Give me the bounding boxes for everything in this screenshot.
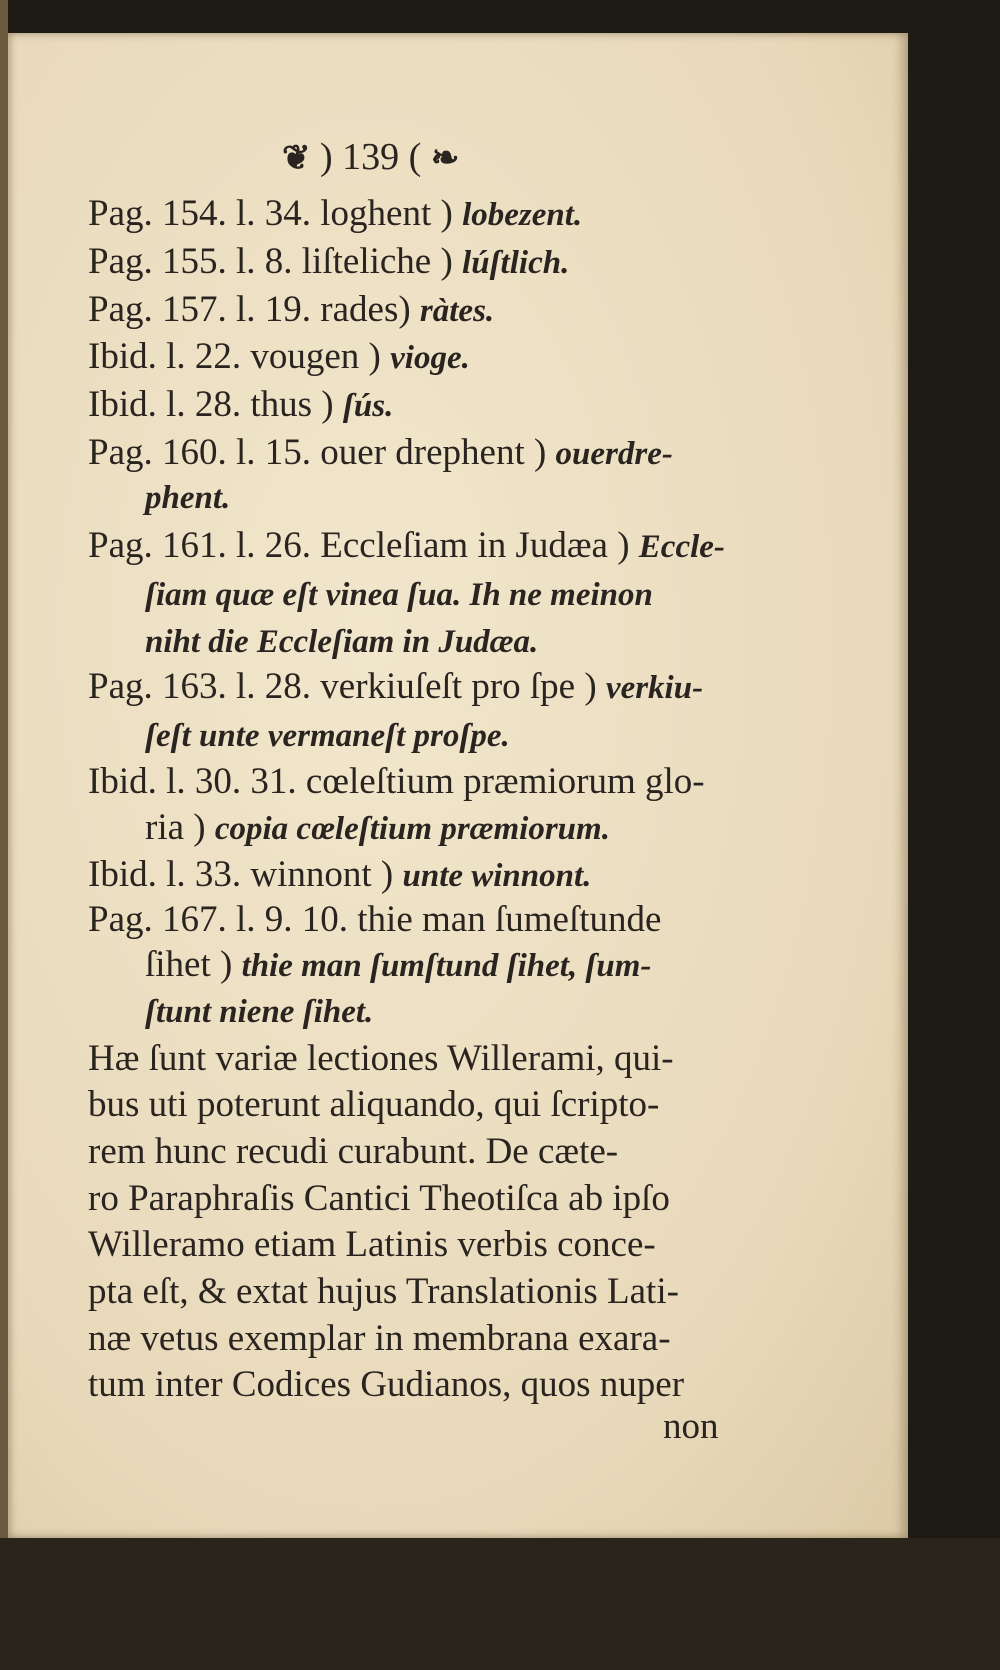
line-roman-text: Ibid. l. 33. winnont ) bbox=[88, 854, 403, 895]
text-line bbox=[145, 575, 653, 612]
text-line bbox=[88, 338, 470, 375]
text-line bbox=[145, 622, 538, 659]
text-line bbox=[88, 243, 569, 280]
text-line bbox=[145, 478, 230, 515]
book-spine bbox=[0, 0, 8, 1670]
text-line bbox=[88, 1226, 656, 1263]
text-line bbox=[145, 946, 651, 983]
line-roman-text: tum inter Codices Gudianos, quos nuper bbox=[88, 1364, 685, 1405]
text-line bbox=[88, 901, 661, 938]
line-roman-text: Pag. 155. l. 8. liſteliche ) bbox=[88, 241, 463, 282]
line-italic-text: lobezent. bbox=[462, 197, 583, 233]
text-line bbox=[88, 1320, 671, 1357]
line-roman-text: Pag. 157. l. 19. rades) bbox=[88, 289, 420, 330]
line-roman-text: næ vetus exemplar in membrana exara- bbox=[88, 1318, 671, 1359]
line-roman-text: ſihet ) bbox=[145, 944, 242, 985]
text-line bbox=[88, 434, 673, 471]
text-line bbox=[88, 386, 393, 423]
line-roman-text: ria ) bbox=[145, 807, 215, 848]
text-line bbox=[88, 856, 591, 893]
text-line bbox=[88, 668, 703, 705]
line-roman-text: pta eſt, & extat hujus Translationis Lati- bbox=[88, 1271, 679, 1312]
text-line bbox=[88, 291, 494, 328]
line-italic-text: ouerdre- bbox=[555, 436, 673, 472]
running-header bbox=[282, 135, 459, 179]
text-line bbox=[88, 1133, 618, 1170]
catchword: non bbox=[663, 1406, 719, 1447]
page-bottom-edge bbox=[0, 1538, 1000, 1670]
line-roman-text: Ibid. l. 28. thus ) bbox=[88, 384, 343, 425]
line-italic-text: vioge. bbox=[390, 340, 470, 376]
ornament-right-icon: ❧ bbox=[430, 140, 460, 177]
page-number: ) 139 ( bbox=[320, 136, 422, 178]
line-italic-text: ſeſt unte vermaneſt proſpe. bbox=[145, 718, 510, 754]
text-line bbox=[145, 992, 373, 1029]
line-roman-text: Pag. 167. l. 9. 10. thie man ſumeſtunde bbox=[88, 899, 662, 940]
line-italic-text: copia cœleſtium præmiorum. bbox=[214, 811, 610, 847]
line-italic-text: ſús. bbox=[342, 388, 394, 424]
line-roman-text: Pag. 154. l. 34. loghent ) bbox=[88, 193, 463, 234]
line-roman-text: ro Paraphraſis Cantici Theotiſca ab ipſo bbox=[88, 1178, 670, 1219]
line-italic-text: niht die Eccleſiam in Judæa. bbox=[145, 624, 539, 660]
line-roman-text: Hæ ſunt variæ lectiones Willerami, qui- bbox=[88, 1038, 674, 1079]
line-roman-text: Willeramo etiam Latinis verbis conce- bbox=[88, 1224, 656, 1265]
ornament-left-icon: ❦ bbox=[282, 140, 311, 177]
line-italic-text: phent. bbox=[145, 480, 231, 516]
line-roman-text: Ibid. l. 30. 31. cœleſtium præmiorum glo- bbox=[88, 761, 705, 802]
line-roman-text: Pag. 163. l. 28. verkiuſeſt pro ſpe ) bbox=[88, 666, 606, 707]
line-italic-text: thie man ſumſtund ſihet, ſum- bbox=[241, 948, 652, 984]
line-italic-text: Eccle- bbox=[638, 529, 725, 565]
line-roman-text: Ibid. l. 22. vougen ) bbox=[88, 336, 391, 377]
line-italic-text: ſtunt niene ſihet. bbox=[145, 994, 374, 1030]
text-line bbox=[88, 1273, 679, 1310]
line-roman-text: rem hunc recudi curabunt. De cæte- bbox=[88, 1131, 619, 1172]
text-line bbox=[88, 1040, 674, 1077]
line-italic-text: ràtes. bbox=[419, 293, 495, 329]
line-roman-text: Pag. 160. l. 15. ouer drephent ) bbox=[88, 432, 556, 473]
line-italic-text: verkiu- bbox=[605, 670, 704, 706]
line-roman-text: bus uti poterunt aliquando, qui ſcripto- bbox=[88, 1084, 660, 1125]
line-italic-text: ſiam quæ eſt vinea ſua. Ih ne meinon bbox=[145, 577, 653, 613]
line-italic-text: lúſtlich. bbox=[462, 245, 570, 281]
text-line bbox=[145, 716, 510, 753]
text-line bbox=[88, 1366, 684, 1403]
line-roman-text: Pag. 161. l. 26. Eccleſiam in Judæa ) bbox=[88, 525, 639, 566]
text-line bbox=[88, 1086, 659, 1123]
text-line bbox=[88, 195, 582, 232]
text-line bbox=[88, 763, 705, 800]
text-line bbox=[145, 809, 610, 846]
line-italic-text: unte winnont. bbox=[402, 858, 592, 894]
text-line bbox=[88, 1180, 670, 1217]
text-line bbox=[88, 527, 725, 564]
